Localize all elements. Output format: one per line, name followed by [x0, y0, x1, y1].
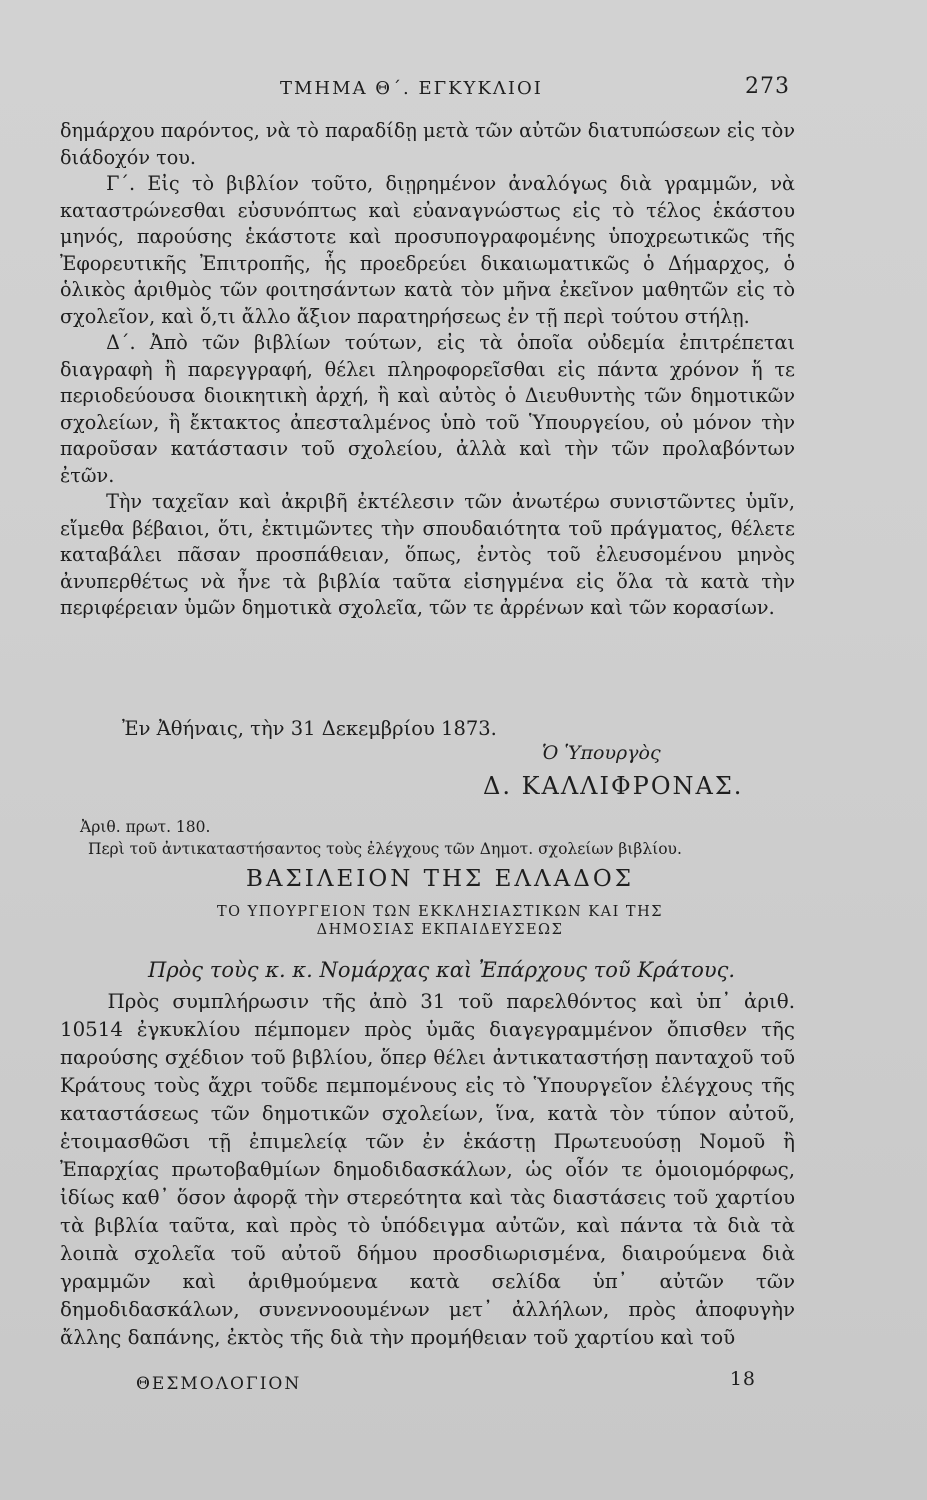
protocol-number: Ἀριθ. πρωτ. 180. [80, 818, 211, 836]
running-header [280, 74, 790, 99]
minister-name: Δ. ΚΑΛΛΙΦΡΟΝΑΣ. [483, 772, 744, 800]
paragraph: Τὴν ταχεῖαν καὶ ἀκριβῆ ἐκτέλεσιν τῶν ἀνωτέρω συνιστῶντες ὑμῖν, εἴμεθα βέβαιοι, ὅτι, ἐκτιμῶντες τὴν σπουδαιότητα τοῦ πράγματος, θέλετε καταβάλει πᾶσαν προσπάθειαν, ὅπως, ἐντὸς τοῦ ἐλευσομένου μηνὸς ἀνυπερθέτως νὰ ἦνε τὰ βιβλία ταῦτα εἰσηγμένα εἰς ὅλα τὰ κατὰ τὴν περιφέρειαν ὑμῶν δημοτικὰ σχολεῖα, τῶν τε ἀρρένων καὶ τῶν κορασίων. [60, 490, 795, 619]
paragraph: Πρὸς συμπλήρωσιν τῆς ἀπὸ 31 τοῦ παρελθόντος καὶ ὑπ᾽ ἀριθ. 10514 ἐγκυκλίου πέμπομεν πρὸς ὑμᾶς διαγεγραμμένον ὄπισθεν τῆς παρούσης σχέδιον τοῦ βιβλίου, ὅπερ θέλει ἀντικαταστήσῃ πανταχοῦ τοῦ Κράτους τοὺς ἄχρι τοῦδε πεμπομένους εἰς τὸ Ὑπουργεῖον ἐλέγχους τῆς καταστάσεως τῶν δημοτικῶν σχολείων, ἵνα, κατὰ τὸν τύπον αὐτοῦ, ἑτοιμασθῶσι τῇ ἐπιμελείᾳ τῶν ἐν ἑκάστῃ Πρωτευούσῃ Νομοῦ ἢ Ἐπαρχίας πρωτοβαθμίων δημοδιδασκάλων, ὡς οἷόν τε ὁμοιομόρφως, ἰδίως καθ᾽ ὅσον ἀφορᾷ τὴν στερεότητα καὶ τὰς διαστάσεις τοῦ χαρτίου τὰ βιβλία ταῦτα, καὶ πρὸς τὸ ὑπόδειγμα αὐτῶν, καὶ πάντα τὰ διὰ τὰ λοιπὰ σχολεῖα τοῦ αὐτοῦ δήμου προσδιωρισμένα, διαιρούμενα διὰ γραμμῶν καὶ ἀριθμούμενα κατὰ σελίδα ὑπ᾽ αὐτῶν τῶν δημοδιδασκάλων, συνεννοουμένων μετ᾽ ἀλλήλων, πρὸς ἀποφυγὴν ἄλλης δαπάνης, ἐκτὸς τῆς διὰ τὴν προμήθειαν τοῦ χαρτίου καὶ τοῦ [60, 990, 795, 1349]
page-number: 273 [745, 74, 790, 99]
date-signoff: Ἐν Ἀθήναις, τὴν 31 Δεκεμβρίου 1873. [122, 717, 497, 740]
first-circular-body [60, 118, 795, 622]
page-footer [136, 1368, 756, 1394]
circular-subject: Περὶ τοῦ ἀντικαταστήσαντος τοὺς ἐλέγχους τῶν Δημοτ. σχολείων βιβλίου. [88, 840, 682, 858]
signature-mark: 18 [729, 1368, 756, 1390]
paragraph: Γ΄. Εἰς τὸ βιβλίον τοῦτο, διῃρημένον ἀναλόγως διὰ γραμμῶν, νὰ καταστρώνεσθαι εὐσυνόπτως καὶ εὐαναγνώστως εἰς τὸ τέλος ἑκάστου μηνός, παρούσης ἑκάστοτε καὶ προσυπογραφομένης ὑποχρεωτικῶς τῆς Ἐφορευτικῆς Ἐπιτροπῆς, ἧς προεδρεύει δικαιωματικῶς ὁ Δήμαρχος, ὁ ὁλικὸς ἀριθμὸς τῶν φοιτησάντων κατὰ τὸν μῆνα ἐκεῖνον μαθητῶν εἰς τὸ σχολεῖον, καὶ ὅ,τι ἄλλο ἄξιον παρατηρήσεως ἐν τῇ περὶ τούτου στήλῃ. [60, 172, 795, 328]
ministry-heading-line-1: ΤΟ ΥΠΟΥΡΓΕΙΟΝ ΤΩΝ ΕΚΚΛΗΣΙΑΣΤΙΚΩΝ ΚΑΙ ΤΗΣ [217, 904, 663, 920]
paragraph: δημάρχου παρόντος, νὰ τὸ παραδίδῃ μετὰ τῶν αὐτῶν διατυπώσεων εἰς τὸν διάδοχόν του. [60, 119, 795, 169]
ministry-heading-line-2: ΔΗΜΟΣΙΑΣ ΕΚΠΑΙΔΕΥΣΕΩΣ [316, 922, 564, 938]
addressee-line: Πρὸς τοὺς κ. κ. Νομάρχας καὶ Ἐπάρχους τοῦ Κράτους. [148, 958, 736, 982]
minister-title: Ὁ Ὑπουργὸς [542, 742, 661, 764]
paragraph: Δ΄. Ἀπὸ τῶν βιβλίων τούτων, εἰς τὰ ὁποῖα οὐδεμία ἐπιτρέπεται διαγραφὴ ἢ παρεγγραφή, θέλει πληροφορεῖσθαι εἰς πάντα χρόνον ἥ τε περιοδεύουσα διοικητικὴ ἀρχή, ἢ καὶ αὐτὸς ὁ Διευθυντὴς τῶν δημοτικῶν σχολείων, ἢ ἔκτακτος ἀπεσταλμένος ὑπὸ τοῦ Ὑπουργείου, οὐ μόνον τὴν παροῦσαν κατάστασιν τοῦ σχολείου, ἀλλὰ καὶ τὴν τῶν προλαβόντων ἐτῶν. [60, 331, 795, 487]
second-circular-body [60, 988, 795, 1352]
footer-title: ΘΕΣΜΟΛΟΓΙΟΝ [136, 1374, 302, 1394]
section-title: ΤΜΗΜΑ Θ΄. ΕΓΚΥΚΛΙΟΙ [280, 78, 543, 99]
kingdom-heading: ΒΑΣΙΛΕΙΟΝ ΤΗΣ ΕΛΛΑΔΟΣ [246, 866, 634, 892]
